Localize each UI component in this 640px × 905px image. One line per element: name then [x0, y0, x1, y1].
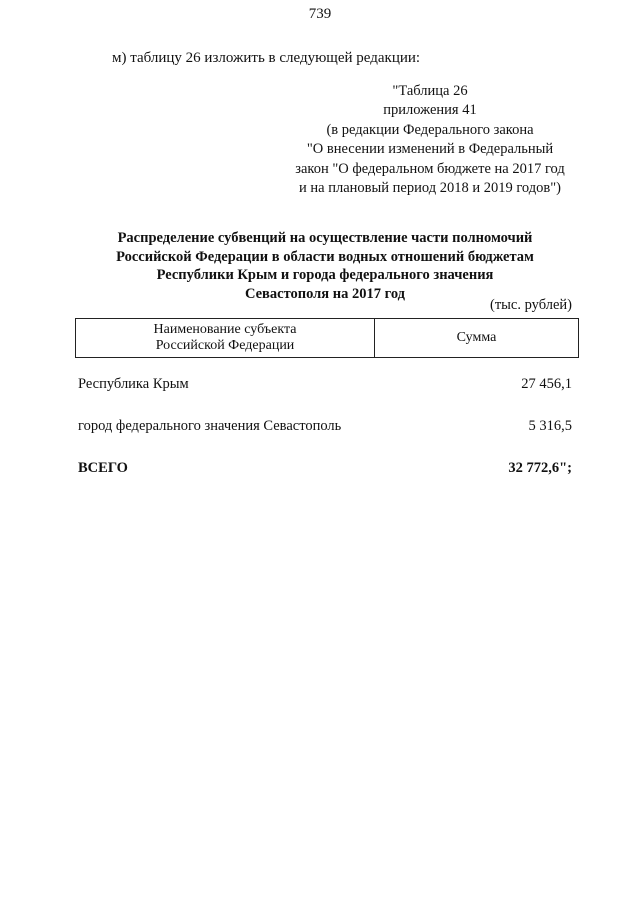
table-header [75, 318, 579, 358]
caption-line: закон "О федеральном бюджете на 2017 год [295, 160, 565, 177]
column-header-sum-label: Сумма [456, 330, 497, 345]
caption-line: "Таблица 26 [392, 83, 468, 99]
column-header-name-line2: Российской Федерации [155, 338, 295, 353]
caption-line: "О внесении изменений в Федеральный [306, 141, 554, 158]
table-row-name: Республика Крым [78, 376, 189, 392]
units-label: (тыс. рублей) [490, 297, 572, 313]
heading-line: Распределение субвенций на осуществление части полномочий [117, 230, 533, 246]
heading-line: Севастополя на 2017 год [244, 285, 406, 302]
caption-line: и на плановый период 2018 и 2019 годов") [299, 180, 561, 197]
total-row-value: 32 772,6"; [508, 460, 572, 476]
table-heading [70, 229, 580, 303]
intro-text: м) таблицу 26 изложить в следующей редакции: [112, 50, 421, 66]
table-row-value: 5 316,5 [528, 418, 572, 434]
column-header-sum [375, 319, 578, 357]
page-number: 739 [308, 6, 332, 22]
table-caption [280, 82, 580, 198]
heading-line: Республики Крым и города федерального значения [156, 267, 494, 284]
table-row-value: 27 456,1 [521, 376, 572, 392]
total-row-name: ВСЕГО [78, 460, 128, 476]
caption-line: приложения 41 [383, 102, 477, 119]
column-header-name [76, 319, 375, 357]
table-row-name: город федерального значения Севастополь [78, 418, 342, 434]
column-header-name-line1: Наименование субъекта [153, 322, 297, 337]
caption-line: (в редакции Федерального закона [326, 121, 534, 138]
heading-line: Российской Федерации в области водных отношений бюджетам [116, 248, 534, 265]
